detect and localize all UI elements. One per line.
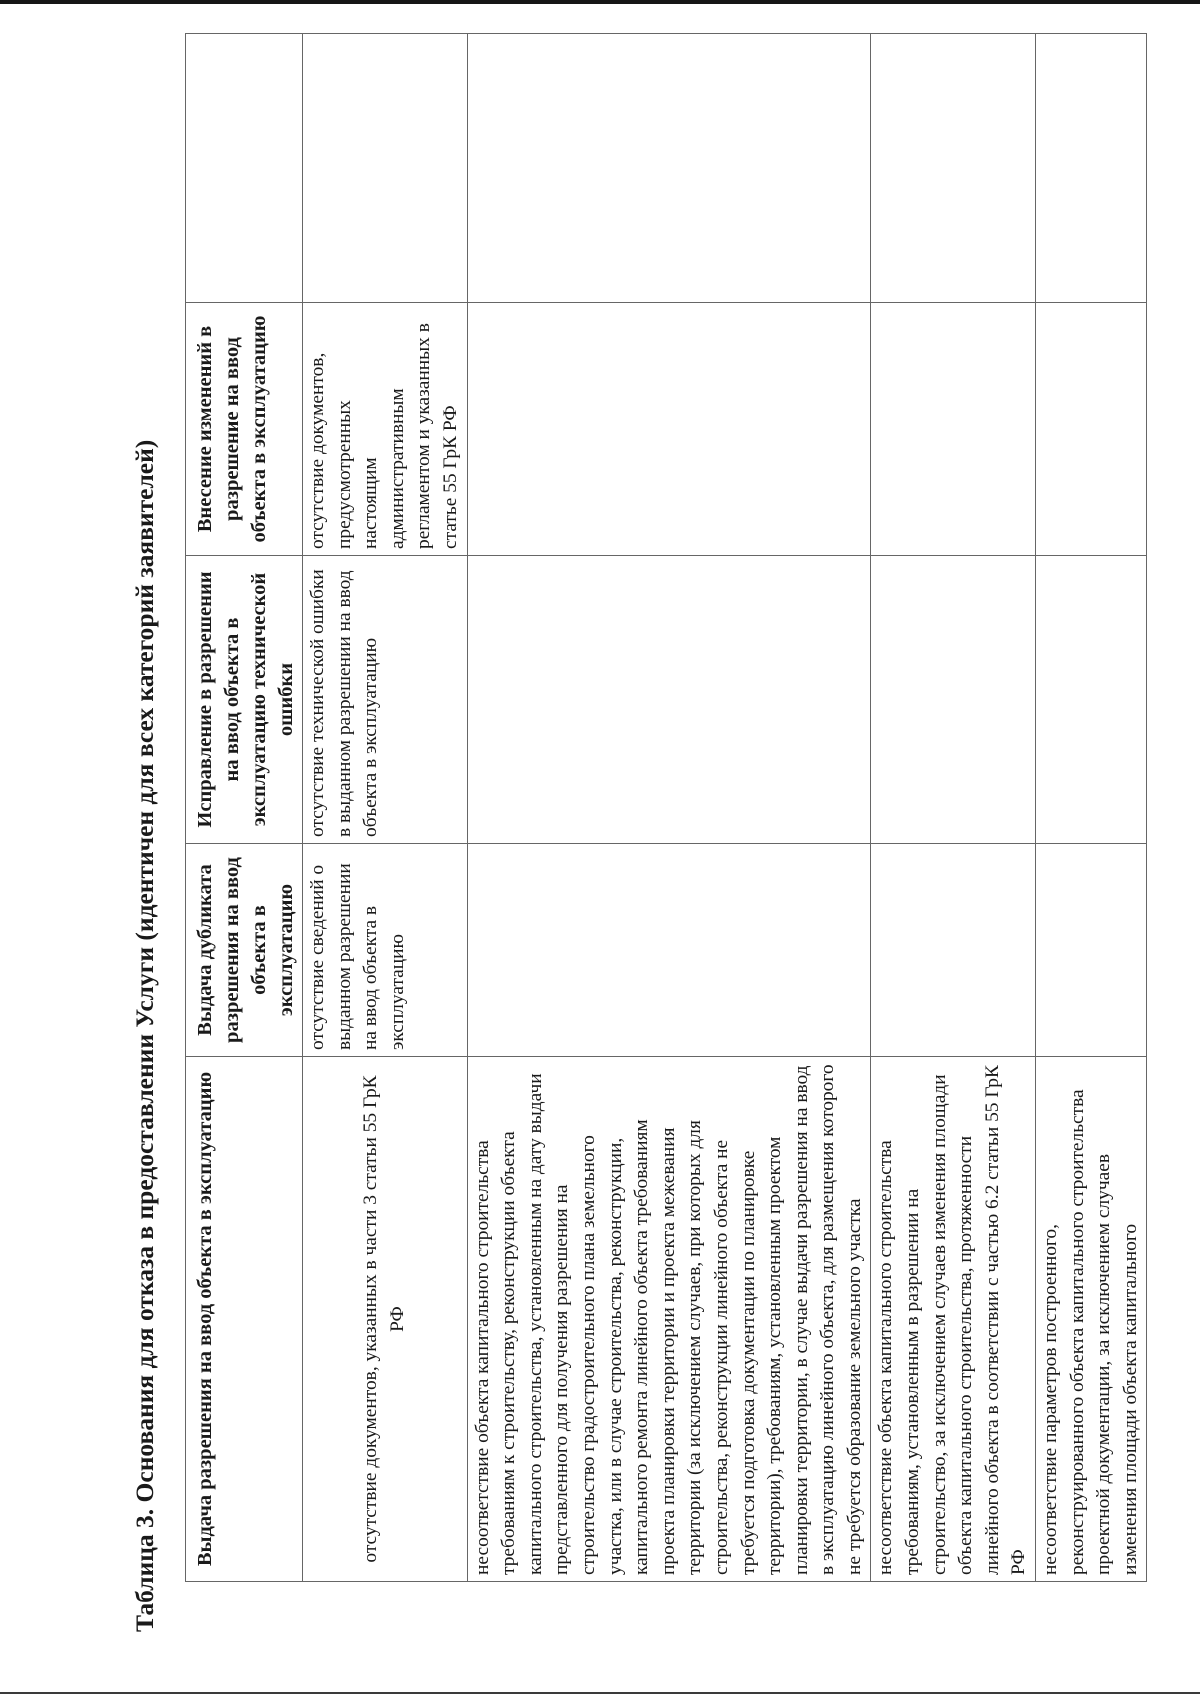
table-row [871, 34, 1036, 1582]
table-row [303, 34, 468, 1582]
table-cell [467, 303, 871, 556]
table-cell [871, 556, 1036, 844]
table-cell [871, 844, 1036, 1057]
table-cell-empty [303, 34, 468, 303]
table-cell [1036, 556, 1147, 844]
table-cell-empty [871, 34, 1036, 303]
table-cell-empty [1036, 34, 1147, 303]
header-duplicate-issuance: Выдача дубликата разрешения на ввод объекта в эксплуатацию [186, 844, 303, 1057]
table-cell [1036, 844, 1147, 1057]
page-title: Таблица 3. Основания для отказа в предоставлении Услуги (идентичен для всех категорий заявителей) [130, 439, 159, 1632]
table-header-row [186, 34, 303, 1582]
refusal-grounds-table [185, 33, 1147, 1582]
table-cell-empty [467, 34, 871, 303]
header-permit-issuance: Выдача разрешения на ввод объекта в эксплуатацию [186, 1057, 303, 1582]
table-cell: несоответствие объекта капитального строительства требованиям к строительству, реконструкции объекта капитального строительства, установленным на дату выдачи представленного для получения разрешения на строительство градостроительного плана земельного участка, или в случае строительства, реконструкции, капитального ремонта линейного объекта требованиям проекта планировки территории и проекта межевания территории (за исключением случаев, при которых для строительства, реконструкции линейного объекта не требуется подготовка документации по планировке территории), требованиям, установленным проектом планировки территории, в случае выдачи разрешения на ввод в эксплуатацию линейного объекта, для размещения которого не требуется образование земельного участка [467, 1057, 871, 1582]
table-cell: несоответствие параметров построенного, реконструированного объекта капитального строительства проектной документации, за исключением случаев изменения площади объекта капитального [1036, 1057, 1147, 1582]
table-cell: отсутствие технической ошибки в выданном разрешении на ввод объекта в эксплуатацию [303, 556, 468, 844]
table-cell [871, 303, 1036, 556]
header-permit-amendment: Внесение изменений в разрешение на ввод объекта в эксплуатацию [186, 303, 303, 556]
table-row [1036, 34, 1147, 1582]
table-cell: отсутствие сведений о выданном разрешении на ввод объекта в эксплуатацию [303, 844, 468, 1057]
header-empty [186, 34, 303, 303]
rotated-page [128, 32, 1141, 1632]
table-cell: отсутствие документов, предусмотренных настоящим административным регламентом и указанных в статье 55 ГрК РФ [303, 303, 468, 556]
table-cell: несоответствие объекта капитального строительства требованиям, установленным в разрешении на строительство, за исключением случаев изменения площади объекта капитального строительства, протяженности линейного объекта в соответствии с частью 6.2 статьи 55 ГрК РФ [871, 1057, 1036, 1582]
table-row [467, 34, 871, 1582]
scan-top-edge [0, 0, 1200, 4]
scan-bottom-edge [0, 1692, 1200, 1694]
table-cell: отсутствие документов, указанных в части 3 статьи 55 ГрК РФ [303, 1057, 468, 1582]
table-cell [467, 844, 871, 1057]
table-cell [1036, 303, 1147, 556]
header-technical-error-fix: Исправление в разрешении на ввод объекта в эксплуатацию технической ошибки [186, 556, 303, 844]
table-cell [467, 556, 871, 844]
